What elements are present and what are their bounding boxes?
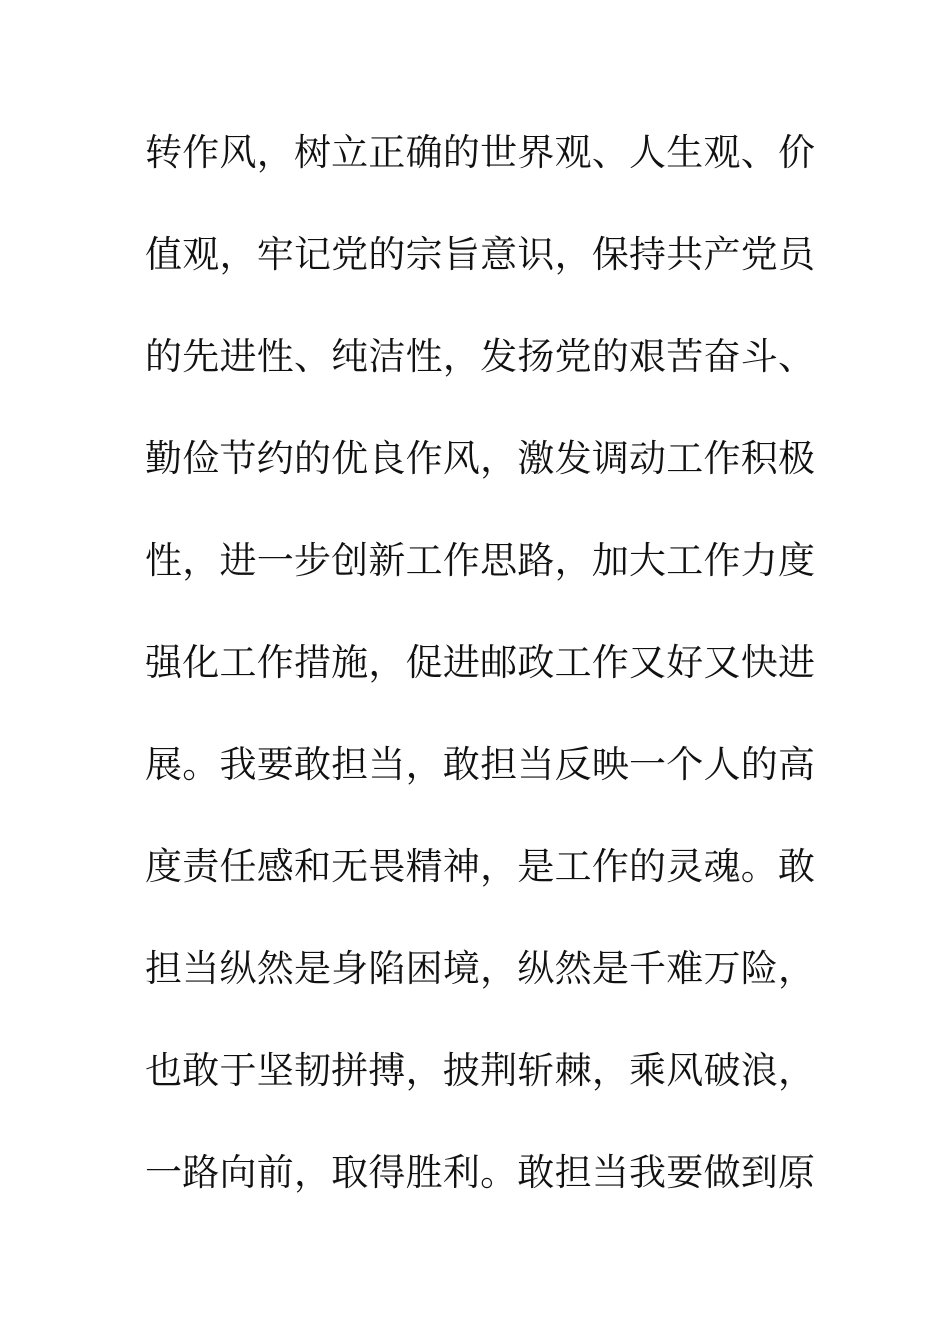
- text-line: 强化工作措施，促进邮政工作又好又快进: [145, 641, 815, 684]
- text-line: 一路向前，取得胜利。敢担当我要做到原: [145, 1151, 815, 1194]
- text-line: 也敢于坚韧拼搏，披荆斩棘，乘风破浪，: [145, 1049, 815, 1092]
- text-line: 的先进性、纯洁性，发扬党的艰苦奋斗、: [145, 335, 815, 378]
- text-line: 度责任感和无畏精神，是工作的灵魂。敢: [145, 845, 815, 888]
- text-line: 担当纵然是身陷困境，纵然是千难万险，: [145, 947, 815, 990]
- text-line: 值观，牢记党的宗旨意识，保持共产党员: [145, 233, 815, 276]
- text-line: 转作风，树立正确的世界观、人生观、价: [145, 131, 815, 174]
- body-paragraph: [145, 123, 815, 1245]
- text-line: 性，进一步创新工作思路，加大工作力度: [145, 539, 815, 582]
- text-line: 勤俭节约的优良作风，激发调动工作积极: [145, 437, 815, 480]
- text-line: 展。我要敢担当，敢担当反映一个人的高: [145, 743, 815, 786]
